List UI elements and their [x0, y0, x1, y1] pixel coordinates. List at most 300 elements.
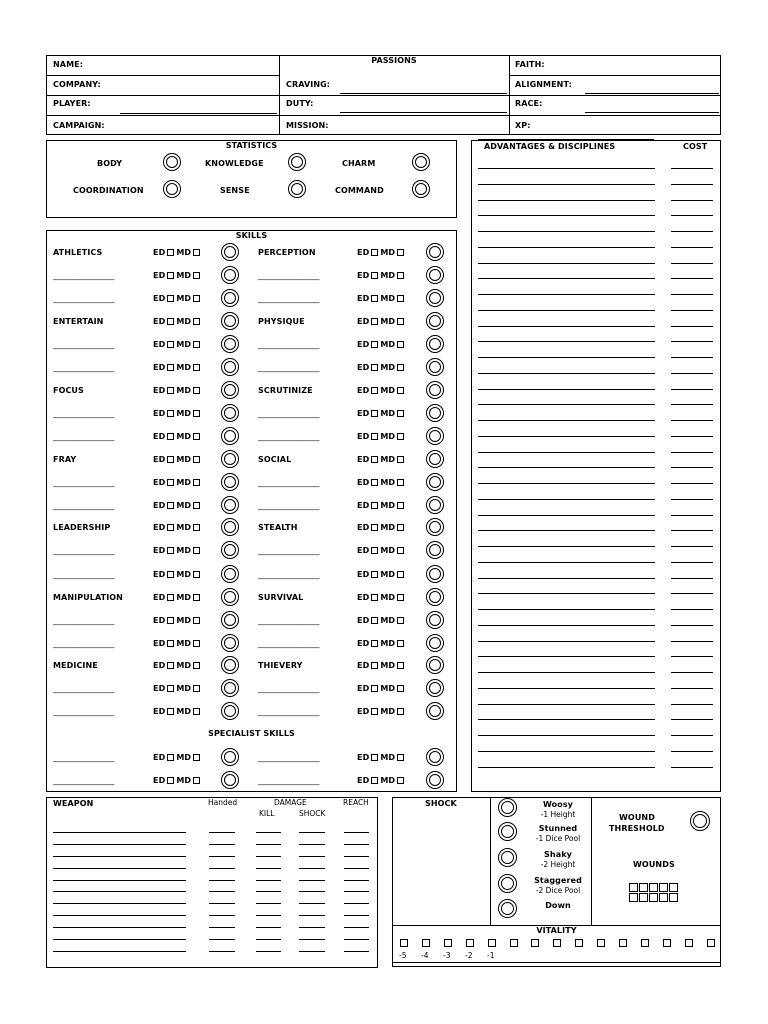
weapon-stat-line[interactable]	[299, 832, 325, 833]
skill-blank-line[interactable]: _______________	[53, 409, 115, 418]
skill-rating-circle[interactable]	[426, 243, 444, 261]
skill-rating-circle[interactable]	[426, 381, 444, 399]
weapon-stat-line[interactable]	[209, 915, 235, 916]
vitality-box[interactable]	[685, 939, 693, 947]
ed-md-checks[interactable]: ED MD	[357, 661, 406, 670]
ed-checkbox[interactable]	[167, 594, 174, 601]
advantage-line[interactable]	[478, 688, 655, 689]
advantage-line[interactable]	[478, 625, 655, 626]
skill-blank-line[interactable]: _______________	[53, 570, 115, 579]
skill-blank-line[interactable]: _______________	[53, 616, 115, 625]
skill-blank-line[interactable]: _______________	[258, 753, 320, 762]
shock-level-circle[interactable]	[498, 798, 517, 817]
skill-rating-circle[interactable]	[221, 565, 239, 583]
ed-md-checks[interactable]: ED MD	[357, 409, 406, 418]
skill-rating-circle[interactable]	[221, 427, 239, 445]
ed-md-checks[interactable]: ED MD	[153, 455, 202, 464]
md-checkbox[interactable]	[193, 685, 200, 692]
weapon-stat-line[interactable]	[209, 927, 235, 928]
advantage-line[interactable]	[478, 436, 655, 437]
md-checkbox[interactable]	[397, 662, 404, 669]
weapon-stat-line[interactable]	[299, 903, 325, 904]
ed-checkbox[interactable]	[371, 594, 378, 601]
cost-line[interactable]	[671, 625, 713, 626]
skill-blank-line[interactable]: _______________	[53, 363, 115, 372]
weapon-stat-line[interactable]	[256, 951, 281, 952]
skill-rating-circle[interactable]	[221, 381, 239, 399]
vitality-box[interactable]	[488, 939, 496, 947]
md-checkbox[interactable]	[397, 295, 404, 302]
wound-box[interactable]	[659, 893, 668, 902]
weapon-name-line[interactable]	[53, 951, 186, 952]
md-checkbox[interactable]	[397, 502, 404, 509]
advantage-line[interactable]	[478, 310, 655, 311]
ed-checkbox[interactable]	[371, 662, 378, 669]
ed-checkbox[interactable]	[167, 617, 174, 624]
cost-line[interactable]	[671, 515, 713, 516]
cost-line[interactable]	[671, 735, 713, 736]
md-checkbox[interactable]	[193, 410, 200, 417]
skill-rating-circle[interactable]	[426, 473, 444, 491]
weapon-stat-line[interactable]	[256, 903, 281, 904]
md-checkbox[interactable]	[397, 754, 404, 761]
cost-line[interactable]	[671, 326, 713, 327]
ed-checkbox[interactable]	[371, 617, 378, 624]
skill-rating-circle[interactable]	[426, 266, 444, 284]
ed-md-checks[interactable]: ED MD	[357, 639, 406, 648]
md-checkbox[interactable]	[397, 341, 404, 348]
wound-box[interactable]	[659, 883, 668, 892]
cost-line[interactable]	[671, 467, 713, 468]
skill-blank-line[interactable]: _______________	[258, 707, 320, 716]
ed-md-checks[interactable]: ED MD	[357, 593, 406, 602]
weapon-stat-line[interactable]	[344, 951, 369, 952]
ed-checkbox[interactable]	[167, 708, 174, 715]
skill-rating-circle[interactable]	[221, 748, 239, 766]
weapon-stat-line[interactable]	[209, 832, 235, 833]
player-field[interactable]	[120, 113, 277, 114]
ed-checkbox[interactable]	[167, 341, 174, 348]
ed-md-checks[interactable]: ED MD	[357, 753, 406, 762]
skill-blank-line[interactable]: _______________	[258, 776, 320, 785]
weapon-stat-line[interactable]	[256, 844, 281, 845]
weapon-stat-line[interactable]	[344, 844, 369, 845]
skill-blank-line[interactable]: _______________	[53, 776, 115, 785]
ed-md-checks[interactable]: ED MD	[357, 707, 406, 716]
ed-md-checks[interactable]: ED MD	[357, 616, 406, 625]
skill-rating-circle[interactable]	[221, 289, 239, 307]
weapon-stat-line[interactable]	[344, 927, 369, 928]
ed-checkbox[interactable]	[371, 754, 378, 761]
weapon-stat-line[interactable]	[299, 868, 325, 869]
weapon-name-line[interactable]	[53, 832, 186, 833]
skill-rating-circle[interactable]	[221, 450, 239, 468]
ed-checkbox[interactable]	[167, 571, 174, 578]
weapon-name-line[interactable]	[53, 868, 186, 869]
ed-checkbox[interactable]	[167, 295, 174, 302]
wound-box[interactable]	[649, 883, 658, 892]
cost-line[interactable]	[671, 215, 713, 216]
wound-box[interactable]	[629, 883, 638, 892]
weapon-name-line[interactable]	[53, 856, 186, 857]
advantage-line[interactable]	[478, 546, 655, 547]
ed-checkbox[interactable]	[167, 410, 174, 417]
ed-md-checks[interactable]: ED MD	[357, 523, 406, 532]
advantage-line[interactable]	[478, 231, 655, 232]
advantage-line[interactable]	[478, 656, 655, 657]
vitality-box[interactable]	[553, 939, 561, 947]
skill-rating-circle[interactable]	[221, 473, 239, 491]
weapon-stat-line[interactable]	[256, 891, 281, 892]
ed-md-checks[interactable]: ED MD	[153, 271, 202, 280]
weapon-stat-line[interactable]	[299, 844, 325, 845]
wound-box[interactable]	[639, 883, 648, 892]
skill-rating-circle[interactable]	[221, 243, 239, 261]
skill-blank-line[interactable]: _______________	[53, 340, 115, 349]
skill-rating-circle[interactable]	[221, 771, 239, 789]
cost-line[interactable]	[671, 168, 713, 169]
weapon-stat-line[interactable]	[344, 868, 369, 869]
ed-md-checks[interactable]: ED MD	[357, 386, 406, 395]
shock-level-circle[interactable]	[498, 822, 517, 841]
weapon-stat-line[interactable]	[344, 891, 369, 892]
stat-body-circle[interactable]	[163, 153, 181, 171]
vitality-box[interactable]	[531, 939, 539, 947]
md-checkbox[interactable]	[397, 456, 404, 463]
ed-md-checks[interactable]: ED MD	[153, 707, 202, 716]
ed-checkbox[interactable]	[167, 272, 174, 279]
ed-md-checks[interactable]: ED MD	[357, 684, 406, 693]
md-checkbox[interactable]	[397, 318, 404, 325]
md-checkbox[interactable]	[397, 249, 404, 256]
skill-blank-line[interactable]: _______________	[258, 294, 320, 303]
skill-blank-line[interactable]: _______________	[53, 432, 115, 441]
skill-blank-line[interactable]: _______________	[53, 271, 115, 280]
ed-checkbox[interactable]	[371, 364, 378, 371]
cost-line[interactable]	[671, 294, 713, 295]
cost-line[interactable]	[671, 672, 713, 673]
ed-checkbox[interactable]	[167, 249, 174, 256]
md-checkbox[interactable]	[397, 708, 404, 715]
ed-checkbox[interactable]	[371, 640, 378, 647]
md-checkbox[interactable]	[193, 594, 200, 601]
wound-box[interactable]	[649, 893, 658, 902]
skill-rating-circle[interactable]	[221, 702, 239, 720]
skill-blank-line[interactable]: _______________	[258, 639, 320, 648]
skill-blank-line[interactable]: _______________	[53, 684, 115, 693]
cost-line[interactable]	[671, 184, 713, 185]
advantage-line[interactable]	[478, 609, 655, 610]
advantage-line[interactable]	[478, 278, 655, 279]
cost-line[interactable]	[671, 247, 713, 248]
md-checkbox[interactable]	[193, 272, 200, 279]
advantage-line[interactable]	[478, 247, 655, 248]
ed-checkbox[interactable]	[167, 502, 174, 509]
skill-rating-circle[interactable]	[221, 404, 239, 422]
skill-rating-circle[interactable]	[426, 404, 444, 422]
ed-checkbox[interactable]	[371, 410, 378, 417]
advantage-line[interactable]	[478, 420, 655, 421]
stat-sense-circle[interactable]	[288, 180, 306, 198]
md-checkbox[interactable]	[397, 685, 404, 692]
alignment-field[interactable]	[585, 93, 719, 94]
ed-md-checks[interactable]: ED MD	[153, 248, 202, 257]
weapon-stat-line[interactable]	[209, 880, 235, 881]
cost-line[interactable]	[671, 530, 713, 531]
weapon-stat-line[interactable]	[344, 915, 369, 916]
weapon-stat-line[interactable]	[256, 880, 281, 881]
ed-checkbox[interactable]	[167, 754, 174, 761]
skill-blank-line[interactable]: _______________	[258, 363, 320, 372]
skill-blank-line[interactable]: _______________	[53, 546, 115, 555]
md-checkbox[interactable]	[193, 640, 200, 647]
ed-md-checks[interactable]: ED MD	[153, 593, 202, 602]
weapon-stat-line[interactable]	[299, 891, 325, 892]
skill-blank-line[interactable]: _______________	[258, 432, 320, 441]
advantage-line[interactable]	[478, 294, 655, 295]
cost-line[interactable]	[671, 452, 713, 453]
ed-md-checks[interactable]: ED MD	[153, 317, 202, 326]
cost-line[interactable]	[671, 483, 713, 484]
skill-rating-circle[interactable]	[426, 656, 444, 674]
advantage-line[interactable]	[478, 562, 655, 563]
ed-checkbox[interactable]	[167, 387, 174, 394]
ed-checkbox[interactable]	[371, 708, 378, 715]
weapon-stat-line[interactable]	[209, 939, 235, 940]
md-checkbox[interactable]	[397, 364, 404, 371]
ed-md-checks[interactable]: ED MD	[357, 248, 406, 257]
ed-md-checks[interactable]: ED MD	[357, 317, 406, 326]
weapon-name-line[interactable]	[53, 927, 186, 928]
shock-level-circle[interactable]	[498, 874, 517, 893]
vitality-box[interactable]	[400, 939, 408, 947]
cost-line[interactable]	[671, 200, 713, 201]
skill-blank-line[interactable]: _______________	[53, 707, 115, 716]
cost-line[interactable]	[671, 263, 713, 264]
md-checkbox[interactable]	[193, 341, 200, 348]
stat-command-circle[interactable]	[412, 180, 430, 198]
md-checkbox[interactable]	[193, 456, 200, 463]
ed-md-checks[interactable]: ED MD	[153, 523, 202, 532]
weapon-stat-line[interactable]	[299, 856, 325, 857]
advantage-line[interactable]	[478, 215, 655, 216]
ed-md-checks[interactable]: ED MD	[153, 546, 202, 555]
ed-checkbox[interactable]	[371, 777, 378, 784]
ed-checkbox[interactable]	[167, 433, 174, 440]
wound-threshold-circle[interactable]	[690, 811, 710, 831]
ed-md-checks[interactable]: ED MD	[153, 294, 202, 303]
weapon-name-line[interactable]	[53, 891, 186, 892]
ed-checkbox[interactable]	[371, 502, 378, 509]
advantage-line[interactable]	[478, 719, 655, 720]
skill-rating-circle[interactable]	[426, 771, 444, 789]
md-checkbox[interactable]	[193, 777, 200, 784]
vitality-box[interactable]	[466, 939, 474, 947]
skill-rating-circle[interactable]	[426, 611, 444, 629]
skill-rating-circle[interactable]	[221, 358, 239, 376]
skill-blank-line[interactable]: _______________	[258, 409, 320, 418]
advantage-line[interactable]	[478, 767, 655, 768]
md-checkbox[interactable]	[397, 617, 404, 624]
advantage-line[interactable]	[478, 373, 655, 374]
skill-rating-circle[interactable]	[426, 289, 444, 307]
md-checkbox[interactable]	[193, 617, 200, 624]
weapon-stat-line[interactable]	[256, 939, 281, 940]
weapon-stat-line[interactable]	[299, 880, 325, 881]
ed-md-checks[interactable]: ED MD	[153, 501, 202, 510]
ed-md-checks[interactable]: ED MD	[357, 455, 406, 464]
ed-checkbox[interactable]	[167, 662, 174, 669]
vitality-box[interactable]	[641, 939, 649, 947]
weapon-name-line[interactable]	[53, 915, 186, 916]
ed-checkbox[interactable]	[371, 318, 378, 325]
advantage-line[interactable]	[478, 168, 655, 169]
cost-line[interactable]	[671, 357, 713, 358]
skill-blank-line[interactable]: _______________	[258, 570, 320, 579]
ed-checkbox[interactable]	[371, 433, 378, 440]
ed-md-checks[interactable]: ED MD	[153, 753, 202, 762]
wound-box[interactable]	[629, 893, 638, 902]
advantage-line[interactable]	[478, 389, 655, 390]
md-checkbox[interactable]	[193, 318, 200, 325]
advantage-line[interactable]	[478, 704, 655, 705]
skill-blank-line[interactable]: _______________	[53, 639, 115, 648]
ed-md-checks[interactable]: ED MD	[357, 340, 406, 349]
skill-blank-line[interactable]: _______________	[258, 501, 320, 510]
md-checkbox[interactable]	[397, 410, 404, 417]
md-checkbox[interactable]	[193, 754, 200, 761]
ed-checkbox[interactable]	[371, 571, 378, 578]
stat-knowledge-circle[interactable]	[288, 153, 306, 171]
cost-line[interactable]	[671, 389, 713, 390]
company-field[interactable]	[120, 75, 277, 76]
weapon-stat-line[interactable]	[299, 927, 325, 928]
cost-line[interactable]	[671, 688, 713, 689]
cost-line[interactable]	[671, 310, 713, 311]
cost-line[interactable]	[671, 562, 713, 563]
advantage-line[interactable]	[478, 593, 655, 594]
vitality-box[interactable]	[444, 939, 452, 947]
skill-blank-line[interactable]: _______________	[258, 271, 320, 280]
skill-blank-line[interactable]: _______________	[53, 501, 115, 510]
cost-line[interactable]	[671, 436, 713, 437]
race-field[interactable]	[585, 112, 719, 113]
ed-checkbox[interactable]	[167, 685, 174, 692]
cost-line[interactable]	[671, 609, 713, 610]
advantage-line[interactable]	[478, 326, 655, 327]
ed-md-checks[interactable]: ED MD	[357, 478, 406, 487]
ed-checkbox[interactable]	[167, 364, 174, 371]
stat-coordination-circle[interactable]	[163, 180, 181, 198]
ed-checkbox[interactable]	[371, 547, 378, 554]
ed-md-checks[interactable]: ED MD	[153, 776, 202, 785]
cost-line[interactable]	[671, 704, 713, 705]
ed-md-checks[interactable]: ED MD	[153, 570, 202, 579]
md-checkbox[interactable]	[193, 547, 200, 554]
ed-checkbox[interactable]	[371, 272, 378, 279]
ed-md-checks[interactable]: ED MD	[153, 639, 202, 648]
ed-checkbox[interactable]	[371, 387, 378, 394]
ed-md-checks[interactable]: ED MD	[357, 294, 406, 303]
advantage-line[interactable]	[478, 184, 655, 185]
ed-md-checks[interactable]: ED MD	[153, 340, 202, 349]
ed-checkbox[interactable]	[167, 524, 174, 531]
advantage-line[interactable]	[478, 200, 655, 201]
md-checkbox[interactable]	[193, 387, 200, 394]
weapon-stat-line[interactable]	[299, 939, 325, 940]
skill-blank-line[interactable]: _______________	[258, 478, 320, 487]
weapon-stat-line[interactable]	[209, 891, 235, 892]
skill-rating-circle[interactable]	[221, 679, 239, 697]
advantage-line[interactable]	[478, 404, 655, 405]
skill-rating-circle[interactable]	[426, 679, 444, 697]
md-checkbox[interactable]	[193, 433, 200, 440]
weapon-name-line[interactable]	[53, 880, 186, 881]
ed-md-checks[interactable]: ED MD	[153, 386, 202, 395]
weapon-stat-line[interactable]	[209, 868, 235, 869]
ed-md-checks[interactable]: ED MD	[153, 432, 202, 441]
ed-md-checks[interactable]: ED MD	[153, 684, 202, 693]
skill-rating-circle[interactable]	[426, 565, 444, 583]
skill-rating-circle[interactable]	[426, 496, 444, 514]
md-checkbox[interactable]	[397, 594, 404, 601]
ed-checkbox[interactable]	[371, 295, 378, 302]
advantage-line[interactable]	[478, 452, 655, 453]
md-checkbox[interactable]	[397, 777, 404, 784]
ed-md-checks[interactable]: ED MD	[357, 501, 406, 510]
skill-rating-circle[interactable]	[426, 450, 444, 468]
wound-box[interactable]	[669, 893, 678, 902]
ed-checkbox[interactable]	[167, 456, 174, 463]
skill-rating-circle[interactable]	[426, 427, 444, 445]
ed-checkbox[interactable]	[167, 640, 174, 647]
skill-rating-circle[interactable]	[426, 312, 444, 330]
cost-line[interactable]	[671, 546, 713, 547]
weapon-stat-line[interactable]	[344, 939, 369, 940]
ed-checkbox[interactable]	[371, 479, 378, 486]
skill-rating-circle[interactable]	[221, 634, 239, 652]
ed-md-checks[interactable]: ED MD	[357, 271, 406, 280]
cost-line[interactable]	[671, 751, 713, 752]
skill-rating-circle[interactable]	[221, 611, 239, 629]
weapon-stat-line[interactable]	[256, 832, 281, 833]
skill-rating-circle[interactable]	[221, 266, 239, 284]
weapon-stat-line[interactable]	[256, 856, 281, 857]
ed-md-checks[interactable]: ED MD	[153, 616, 202, 625]
ed-md-checks[interactable]: ED MD	[153, 478, 202, 487]
advantage-line[interactable]	[478, 499, 655, 500]
duty-field[interactable]	[340, 112, 507, 113]
weapon-stat-line[interactable]	[209, 844, 235, 845]
weapon-stat-line[interactable]	[344, 903, 369, 904]
ed-md-checks[interactable]: ED MD	[153, 363, 202, 372]
skill-blank-line[interactable]: _______________	[258, 340, 320, 349]
advantage-line[interactable]	[478, 341, 655, 342]
md-checkbox[interactable]	[397, 272, 404, 279]
skill-rating-circle[interactable]	[426, 634, 444, 652]
cost-line[interactable]	[671, 593, 713, 594]
skill-rating-circle[interactable]	[426, 335, 444, 353]
md-checkbox[interactable]	[397, 479, 404, 486]
vitality-box[interactable]	[619, 939, 627, 947]
cost-line[interactable]	[671, 656, 713, 657]
ed-md-checks[interactable]: ED MD	[357, 432, 406, 441]
weapon-stat-line[interactable]	[209, 856, 235, 857]
weapon-stat-line[interactable]	[256, 868, 281, 869]
stat-charm-circle[interactable]	[412, 153, 430, 171]
wound-box[interactable]	[639, 893, 648, 902]
skill-rating-circle[interactable]	[221, 518, 239, 536]
